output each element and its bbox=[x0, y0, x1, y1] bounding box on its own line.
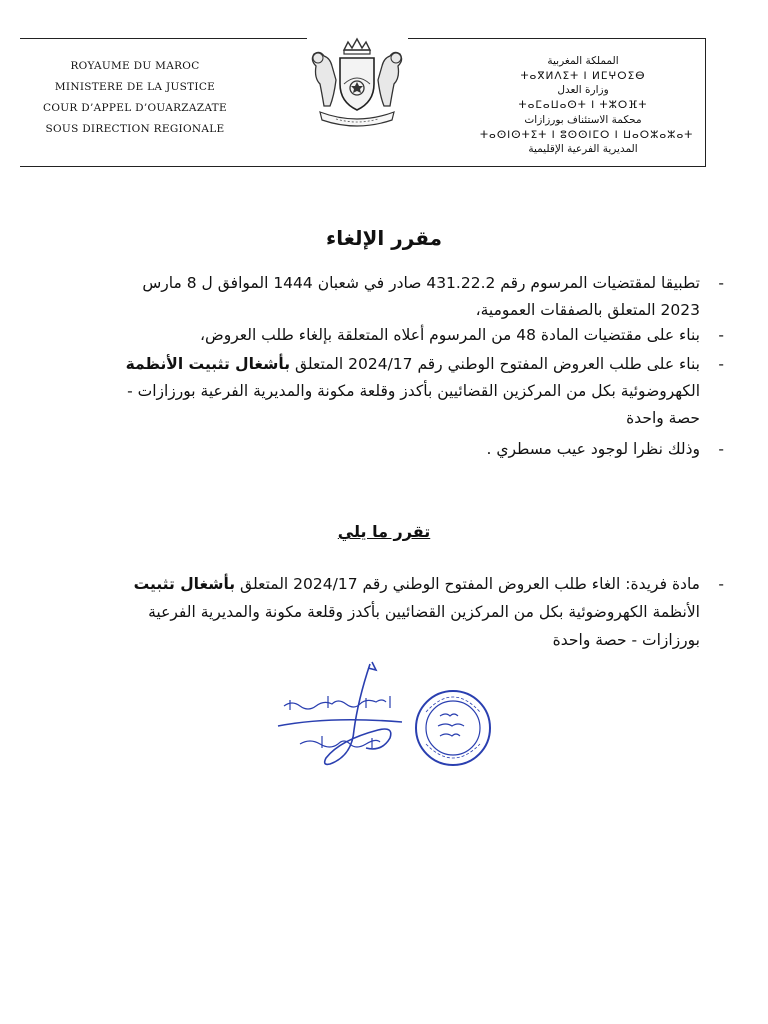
list-dash: - bbox=[718, 355, 724, 373]
header-french bbox=[20, 56, 250, 140]
list-dash: - bbox=[718, 440, 724, 458]
signature-and-stamp bbox=[270, 660, 510, 780]
decision-bold-text: بأشغال تثبيت bbox=[133, 575, 236, 593]
list-item-line: بناء على مقتضيات المادة 48 من المرسوم أعلاه المتعلقة بإلغاء طلب العروض، bbox=[199, 326, 700, 344]
list-item bbox=[88, 351, 724, 432]
header-tifinagh-line: ⵜⴰⵙⵏⵙⵜⵉⵜ ⵏ ⵓⵙⵙⵏⵎⵔ ⵏ ⵡⴰⵔⵣⴰⵣⴰⵜ bbox=[480, 128, 694, 141]
list-item-line bbox=[88, 351, 700, 378]
decision-line: بورزازات - حصة واحدة bbox=[552, 631, 700, 649]
list-item-line: وذلك نظرا لوجود عيب مسطري . bbox=[486, 440, 700, 458]
header-right-border bbox=[705, 38, 706, 166]
header-arabic-line: محكمة الاستئناف بورزازات bbox=[524, 113, 642, 126]
header-french-line: SOUS DIRECTION REGIONALE bbox=[45, 123, 225, 135]
list-item-bold-text: بأشغال تثبيت الأنظمة bbox=[125, 355, 291, 373]
list-item-line: الكهروضوئية بكل من المركزين القضائيين بأكدز وقلعة مكونة والمديرية الفرعية بورزازات - bbox=[127, 382, 700, 400]
official-stamp-icon bbox=[416, 691, 490, 765]
header-french-line: MINISTERE DE LA JUSTICE bbox=[54, 81, 216, 93]
header-arabic-line: المملكة المغربية bbox=[547, 55, 619, 67]
header-tifinagh-line: ⵜⴰⵎⴰⵡⴰⵙⵜ ⵏ ⵜⵣⵔⴼⵜ bbox=[518, 99, 648, 112]
decision-heading bbox=[0, 522, 768, 541]
header-arabic-line: المديرية الفرعية الإقليمية bbox=[528, 143, 638, 156]
list-dash: - bbox=[718, 326, 724, 344]
header-french-line: COUR D’APPEL D’OUARZAZATE bbox=[43, 102, 227, 114]
header-top-line-left bbox=[20, 38, 307, 39]
list-item-line: 2023 المتعلق بالصفقات العمومية، bbox=[475, 301, 700, 319]
document-title: مقرر الإلغاء bbox=[326, 226, 442, 250]
list-dash: - bbox=[718, 575, 724, 593]
header-tifinagh-line: ⵜⴰⴳⵍⴷⵉⵜ ⵏ ⵍⵎⵖⵔⵉⴱ bbox=[520, 69, 646, 82]
list-item-text: بناء على طلب العروض المفتوح الوطني رقم 2024/17 المتعلق bbox=[290, 355, 700, 373]
list-dash: - bbox=[718, 274, 724, 292]
decision-heading-text: تقرر ما يلي bbox=[337, 522, 431, 541]
decision-line: الأنظمة الكهروضوئية بكل من المركزين القضائيين بأكدز وقلعة مكونة والمديرية الفرعية bbox=[148, 603, 700, 621]
header-arabic-line: وزارة العدل bbox=[557, 84, 609, 97]
moroccan-coat-of-arms-icon bbox=[302, 36, 412, 130]
decision-line bbox=[88, 570, 700, 598]
decision-text: مادة فريدة: الغاء طلب العروض المفتوح الوطني رقم 2024/17 المتعلق bbox=[235, 575, 700, 593]
header-arabic bbox=[480, 54, 694, 157]
header-bottom-line bbox=[20, 166, 706, 167]
list-item bbox=[88, 322, 724, 349]
list-item-line: تطبيقا لمقتضيات المرسوم رقم 431.22.2 صادر في شعبان 1444 الموافق ل 8 مارس bbox=[142, 274, 700, 292]
list-item-line: حصة واحدة bbox=[626, 409, 700, 427]
header-top-line-right bbox=[408, 38, 706, 39]
signature-icon bbox=[278, 662, 402, 764]
list-item bbox=[88, 436, 724, 463]
decision-article bbox=[88, 570, 724, 654]
list-item bbox=[88, 270, 724, 324]
header-french-line: ROYAUME DU MAROC bbox=[70, 60, 200, 72]
